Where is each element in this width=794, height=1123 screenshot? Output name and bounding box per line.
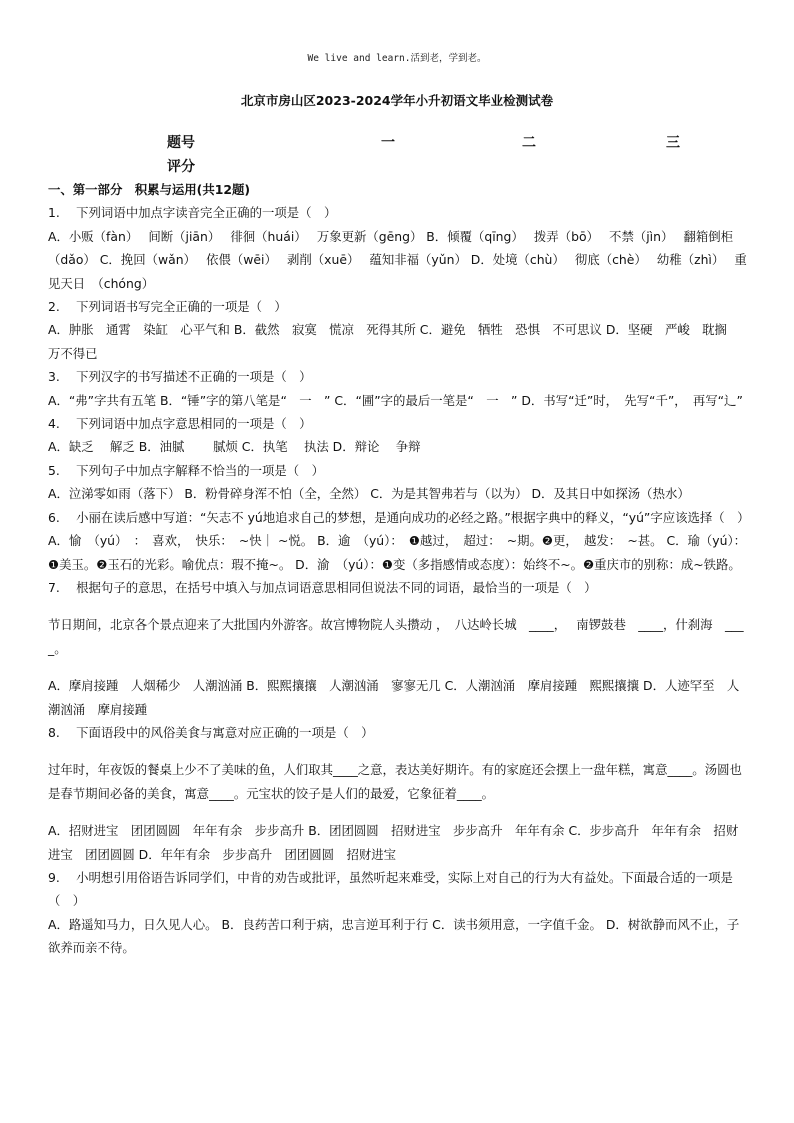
question-8: 8. 下面语段中的风俗美食与寓意对应正确的一项是（ ） bbox=[48, 724, 374, 740]
question-4-options: A．缺乏 解乏 B．油腻 腻烦 C．执笔 执法 D．辩论 争辩 bbox=[48, 439, 421, 455]
spacer bbox=[48, 744, 748, 758]
question-9-options: A．路遥知马力，日久见人心。 B．良药苦口利于病，忠言逆耳利于行 C．读书须用意，一字值千金。 D．树欲静而风不止，子欲养而亲不待。 bbox=[48, 916, 740, 956]
question-8-options: A．招财进宝 团团圆圆 年年有余 步步高升 B．团团圆圆 招财进宝 步步高升 年年有余 C．步步高升 年年有余 招财进宝 团团圆圆 D．年年有余 步步高升 团团圆圆 招财进宝 bbox=[48, 823, 739, 862]
score-table-col-3: 三 bbox=[666, 135, 680, 151]
section-heading: 一、第一部分 积累与运用(共12题) bbox=[48, 182, 251, 197]
spacer bbox=[48, 805, 748, 819]
question-5: 5. 下列句子中加点字解释不恰当的一项是（ ） bbox=[48, 462, 324, 478]
score-table-col-2: 二 bbox=[522, 135, 536, 151]
question-3-options: A．“弗”字共有五笔 B．“锤”字的第八笔是“ 一 ” C．“圃”字的最后一笔是“ 一 ” D．书写“迁”时， 先写“千”， 再写“辶” bbox=[48, 392, 743, 408]
question-7-options: A．摩肩接踵 人烟稀少 人潮汹涌 B．熙熙攘攘 人潮汹涌 寥寥无几 C．人潮汹涌 摩肩接踵 熙熙攘攘 D．人迹罕至 人潮汹涌 摩肩接踵 bbox=[48, 678, 740, 717]
score-table bbox=[0, 132, 794, 176]
exam-content bbox=[48, 178, 748, 960]
spacer bbox=[48, 660, 748, 674]
question-2-options: A．肿胀 通霄 染缸 心平气和 B．截然 寂寞 慌凉 死得其所 C．避免 牺牲 恐惧 不可思议 D．坚硬 严峻 耽搁 万不得已 bbox=[48, 322, 740, 361]
score-table-row-label-score: 评分 bbox=[167, 159, 195, 175]
exam-title: 北京市房山区2023-2024学年小升初语文毕业检测试卷 bbox=[240, 93, 554, 108]
question-6: 6. 小丽在读后感中写道：“矢志不 yú地追求自己的梦想，是通向成功的必经之路。”根据字典中的释义，“yú”字应该选择（ ） bbox=[48, 509, 750, 525]
question-3: 3. 下列汉字的书写描述不正确的一项是（ ） bbox=[48, 369, 312, 385]
question-2: 2. 下列词语书写完全正确的一项是（ ） bbox=[48, 299, 287, 315]
question-1-options: A．小贩（fàn） 间断（jiān） 徘徊（huái） 万象更新（gēng） B．倾覆（qīng） 拨弄（bō） 不禁（jìn） 翻箱倒柜（dǎo） C．挽回（wǎn） 依偎（wēi） 剥削（xuē） 蕴知非福（yǔn） D．处境（chù） 彻底（chè） 幼稚（zhì） 重见天日 （chóng） bbox=[48, 228, 747, 291]
question-8-passage: 过年时，年夜饭的餐桌上少不了美味的鱼，人们取其____之意，表达美好期许。有的家庭还会摆上一盘年糕，寓意____。汤圆也是春节期间必备的美食，寓意____。元宝状的饺子是人们的最爱，它象征着____。 bbox=[48, 762, 742, 801]
question-7: 7. 根据句子的意思，在括号中填入与加点词语意思相同但说法不同的词语，最恰当的一项是（ ） bbox=[48, 579, 597, 595]
question-9: 9. 小明想引用俗语告诉同学们，中肯的劝告或批评，虽然听起来难受，实际上对自己的行为大有益处。下面最合适的一项是（ ） bbox=[48, 869, 733, 909]
score-table-row-label-number: 题号 bbox=[167, 135, 195, 151]
question-1: 1. 下列词语中加点字读音完全正确的一项是（ ） bbox=[48, 205, 337, 221]
question-4: 4. 下列词语中加点字意思相同的一项是（ ） bbox=[48, 416, 312, 432]
question-6-options: A．愉 （yú） ： 喜欢， 快乐： ~快｜ ~悦。 B．逾 （yú）： ❶越过， 超过： ~期。❷更， 越发： ~甚。 C．瑜（yú）：❶美玉。❷玉石的光彩。喻优点：瑕不掩~。 D．渝 （yú）：❶变（多指感情或态度）：始终不~。❷重庆市的别称：成~铁路。 bbox=[48, 533, 747, 572]
question-5-options: A．泣涕零如雨（落下） B．粉骨碎身浑不怕（全，全然） C．为是其智弗若与（以为） D．及其日中如探汤（热水） bbox=[48, 486, 690, 502]
question-7-passage: 节日期间，北京各个景点迎来了大批国内外游客。故宫博物院人头攒动 ， 八达岭长城 ____， 南锣鼓巷 ____，什刹海 ____。 bbox=[48, 617, 744, 656]
spacer bbox=[48, 599, 748, 613]
score-table-col-1: 一 bbox=[381, 135, 395, 151]
page-header: We live and learn.活到老，学到老。 bbox=[307, 53, 487, 64]
